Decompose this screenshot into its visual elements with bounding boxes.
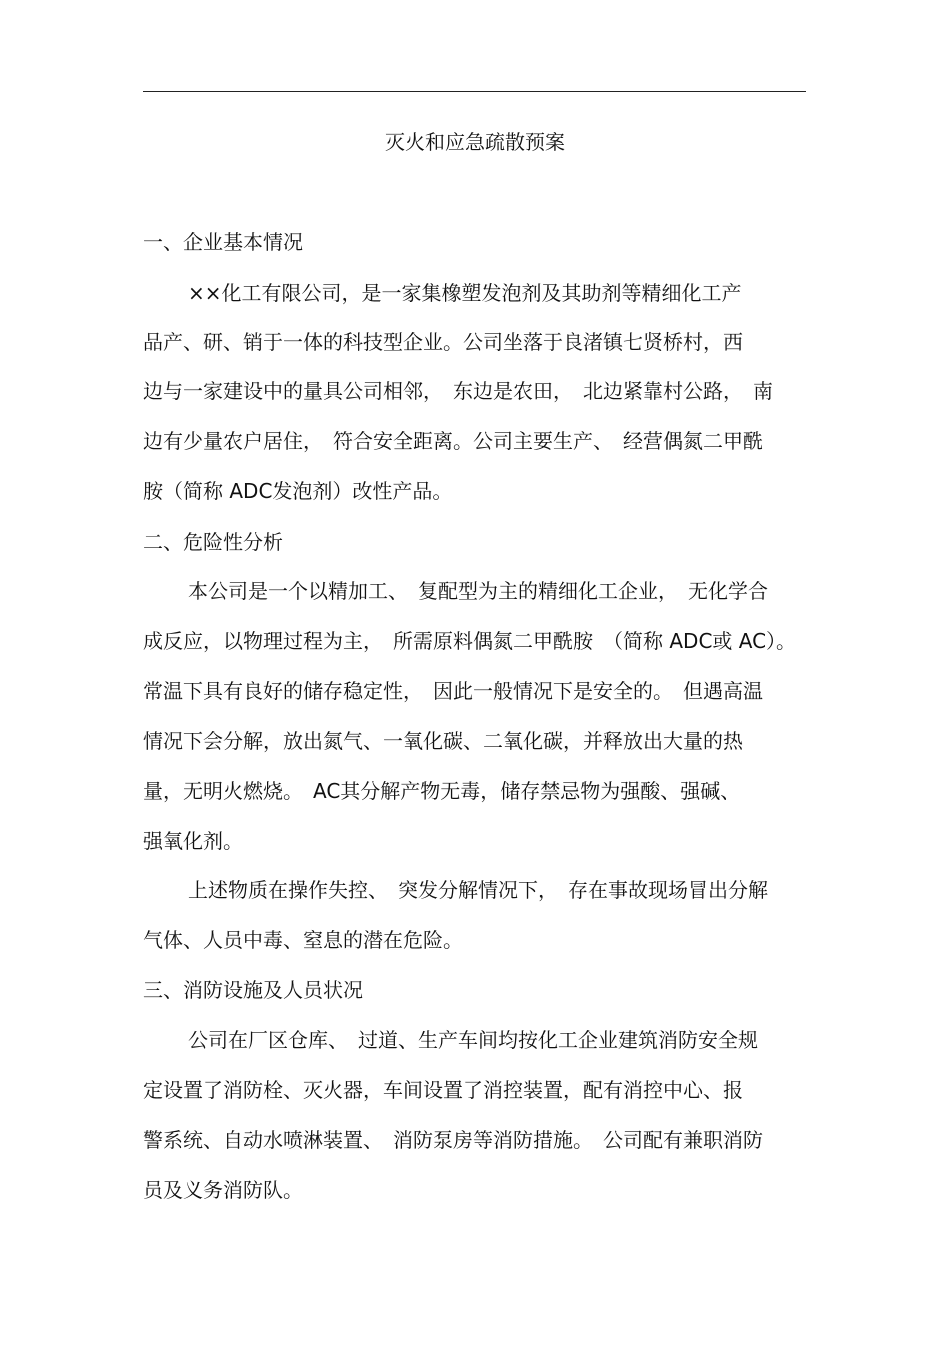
paragraph-line: 常温下具有良好的储存稳定性， 因此一般情况下是安全的。 但遇高温	[143, 679, 763, 703]
paragraph-line: 情况下会分解，放出氮气、一氧化碳、二氧化碳，并释放出大量的热	[143, 729, 743, 753]
header-rule	[143, 91, 806, 92]
paragraph-line: ××化工有限公司，是一家集橡塑发泡剂及其助剂等精细化工产	[188, 281, 742, 305]
section-heading: 三、消防设施及人员状况	[143, 978, 363, 1002]
paragraph-line: 边与一家建设中的量具公司相邻， 东边是农田， 北边紧靠村公路， 南	[143, 379, 773, 403]
paragraph-line: 品产、研、销于一体的科技型企业。公司坐落于良渚镇七贤桥村，西	[143, 330, 743, 354]
paragraph-line: 边有少量农户居住， 符合安全距离。公司主要生产、 经营偶氮二甲酰	[143, 429, 763, 453]
paragraph-line: 定设置了消防栓、灭火器，车间设置了消控装置，配有消控中心、报	[143, 1078, 743, 1102]
paragraph-line: 成反应，以物理过程为主， 所需原料偶氮二甲酰胺 （简称 ADC或 AC）。	[143, 629, 797, 653]
paragraph-line: 气体、人员中毒、窒息的潜在危险。	[143, 928, 463, 952]
paragraph-line: 强氧化剂。	[143, 829, 243, 853]
paragraph-line: 员及义务消防队。	[143, 1178, 303, 1202]
section-heading: 一、企业基本情况	[143, 230, 303, 254]
paragraph-line: 胺（简称 ADC发泡剂）改性产品。	[143, 479, 453, 503]
paragraph-line: 本公司是一个以精加工、 复配型为主的精细化工企业， 无化学合	[188, 579, 768, 603]
paragraph-line: 公司在厂区仓库、 过道、生产车间均按化工企业建筑消防安全规	[188, 1028, 758, 1052]
document-title: 灭火和应急疏散预案	[385, 130, 565, 154]
section-heading: 二、危险性分析	[143, 530, 283, 554]
paragraph-line: 上述物质在操作失控、 突发分解情况下， 存在事故现场冒出分解	[188, 878, 768, 902]
paragraph-line: 量，无明火燃烧。 AC其分解产物无毒，储存禁忌物为强酸、强碱、	[143, 779, 741, 803]
paragraph-line: 警系统、自动水喷淋装置、 消防泵房等消防措施。 公司配有兼职消防	[143, 1128, 763, 1152]
